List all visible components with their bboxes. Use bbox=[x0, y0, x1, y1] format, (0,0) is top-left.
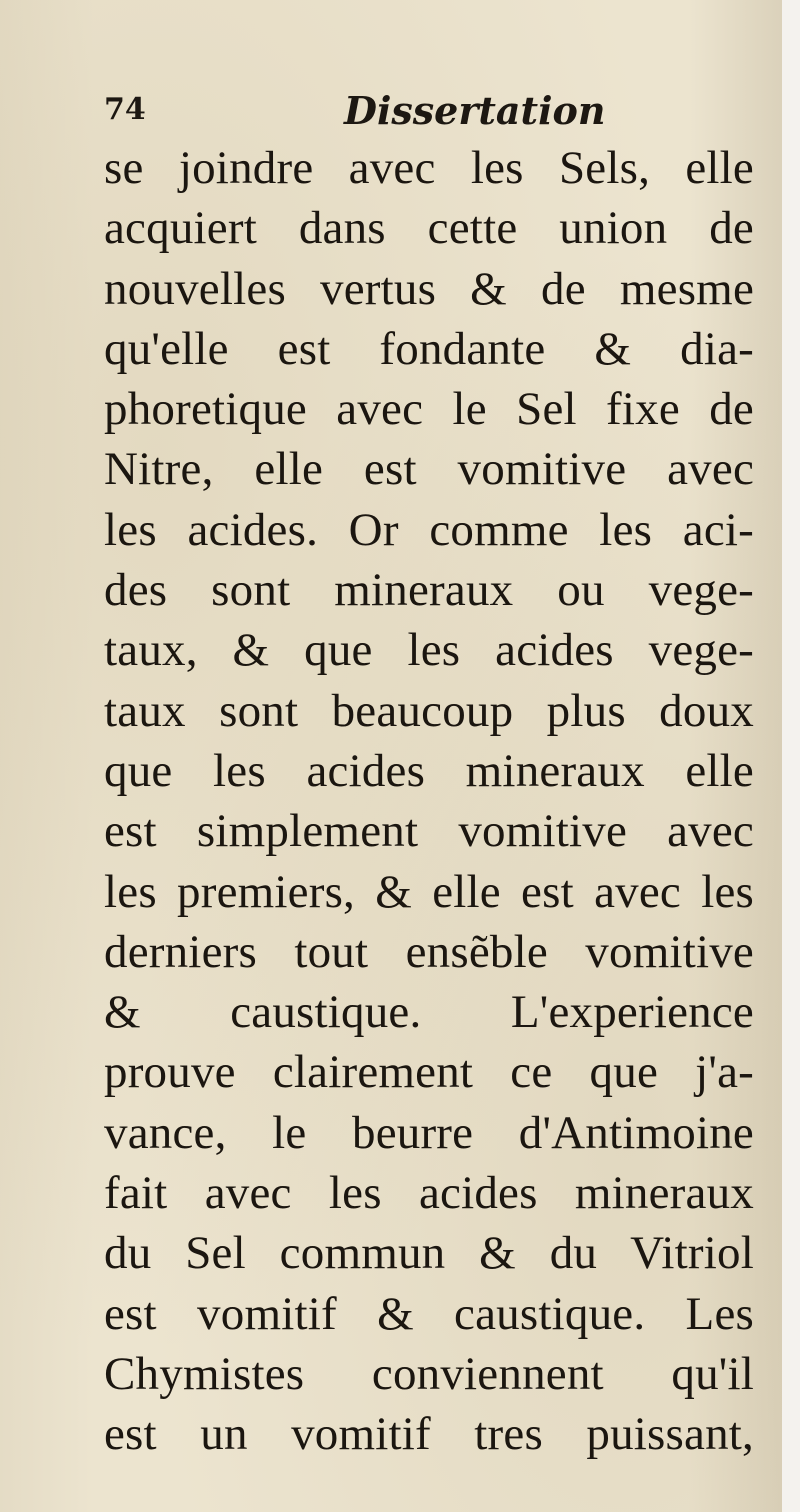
text-line: Chymistes conviennent qu'il bbox=[104, 1347, 754, 1400]
text-line: les premiers, & elle est avec les bbox=[104, 865, 754, 918]
text-line: & caustique. L'experience bbox=[104, 986, 754, 1039]
text-line: taux, & que les acides vege- bbox=[104, 624, 754, 677]
text-line: est vomitif & caustique. Les bbox=[104, 1287, 754, 1340]
text-line: des sont mineraux ou vege- bbox=[104, 564, 754, 617]
text-line: que les acides mineraux elle bbox=[104, 744, 754, 797]
text-line: du Sel commun & du Vitriol bbox=[104, 1227, 754, 1280]
text-line: taux sont beaucoup plus doux bbox=[104, 684, 754, 737]
text-line: est simplement vomitive avec bbox=[104, 805, 754, 858]
text-line: est un vomitif tres puissant, bbox=[104, 1408, 754, 1461]
page-number: 74 bbox=[104, 92, 146, 127]
text-line: phoretique avec le Sel fixe de bbox=[104, 383, 754, 436]
text-line: se joindre avec les Sels, elle bbox=[104, 142, 754, 194]
text-line: prouve clairement ce que j'a- bbox=[104, 1046, 754, 1099]
scan-margin bbox=[782, 0, 800, 1512]
text-line: Nitre, elle est vomitive avec bbox=[104, 443, 754, 496]
text-line: acquiert dans cette union de bbox=[104, 202, 754, 255]
text-line: derniers tout ensẽble vomitive bbox=[104, 925, 754, 978]
running-title: Dissertation bbox=[344, 88, 606, 133]
body-text bbox=[104, 138, 754, 1465]
text-line: fait avec les acides mineraux bbox=[104, 1167, 754, 1220]
text-line: qu'elle est fondante & dia- bbox=[104, 322, 754, 375]
text-line: les acides. Or comme les aci- bbox=[104, 503, 754, 556]
text-line: nouvelles vertus & de mesme bbox=[104, 262, 754, 315]
text-line: vance, le beurre d'Antimoine bbox=[104, 1106, 754, 1159]
